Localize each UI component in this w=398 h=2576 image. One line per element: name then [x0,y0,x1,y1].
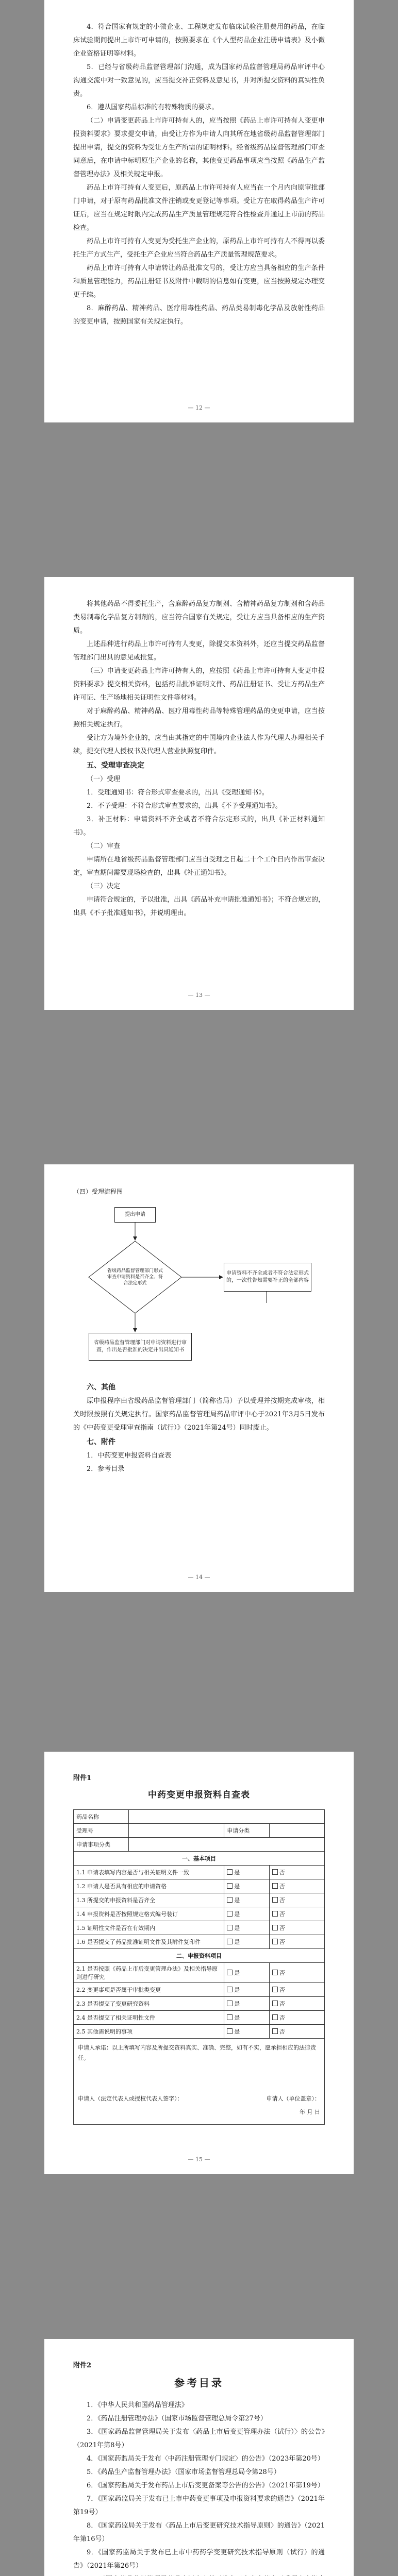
attachment-label: 附件1 [73,1774,92,1782]
references-title: 参考目录 [174,2377,224,2389]
table-row [74,1866,325,1879]
table-row [74,1810,325,1824]
list-item: 5．《药品生产监督管理办法》（国家市场监督管理总局令第28号） [87,2468,280,2476]
subheading: （二）审查 [87,842,121,850]
signature-label-left: 申请人（法定代表人或授权代表人签字）： [78,2095,183,2102]
checkbox[interactable] [272,1897,278,1903]
no-option[interactable] [269,1866,324,1879]
list-item: 6．《国家药监局关于发布药品上市后变更备案等公告的公告》（2021年第19号） [87,2482,324,2489]
table-row [74,2025,325,2039]
checklist-item: 1.3 所提交的申报资料是否齐全 [74,1893,224,1907]
no-label: 否 [279,1925,285,1931]
signature-label-right: 申请人（单位盖章）： [266,2095,320,2102]
table-cell: 申请事项分类 [74,1838,129,1852]
table-row [74,1963,325,1983]
no-option[interactable] [269,1997,324,2011]
paragraph: 药品上市许可持有人变更后，原药品上市许可持有人应当在一个月内向原审批部门申请，对于原有药品批准文件注销或变更登记等事项。受让方在取得药品生产许可证后，应当在规定时限内完成药品生产质量管理规范符合性检查并通过上市前的药品检查。 [73,184,325,232]
yes-label: 是 [234,1883,240,1890]
paragraph: 原申报程序由省级药品监督管理部门（简称省局）予以受理并按期完成审核，相关时限按照有关规定执行。国家药品监督管理局药品审评中心于2021年3月5日发布的《中药变更受理审查指南（试行）》（2021年第24号）同时废止。 [73,1397,325,1432]
document-page-2 [44,577,354,1010]
page-number: — 14 — [188,1574,210,1581]
table-row [74,1879,325,1893]
no-option[interactable] [269,1963,324,1983]
table-cell[interactable] [129,1838,325,1852]
checkbox[interactable] [272,2001,278,2006]
yes-option[interactable] [224,2011,270,2025]
yes-label: 是 [234,1970,240,1976]
flow-decision: 省级药品监督管理部门形式审查申请资料是否齐全、符合法定形式 [107,1268,163,1286]
table-row [74,1921,325,1935]
no-label: 否 [279,1897,285,1904]
list-item [73,2573,325,2576]
list-item: 3．《国家药品监督管理局关于发布〈药品上市后变更管理办法（试行）〉的公告》（2021年第8号） [73,2428,325,2449]
table-row [74,1935,325,1949]
paragraph: 对于麻醉药品、精神药品、医疗用毒性药品等特殊管理药品的变更申请，应当按照相关规定执行。 [73,707,325,728]
table-row [74,2039,325,2125]
yes-option[interactable] [224,1983,270,1997]
table-row [74,1997,325,2011]
checkbox[interactable] [272,1987,278,1992]
checkbox[interactable] [272,1869,278,1875]
checkbox[interactable] [227,1987,233,1992]
page1-body [73,21,325,329]
no-option[interactable] [269,2025,324,2039]
yes-label: 是 [234,2028,240,2035]
reference-list [73,2399,325,2576]
checklist-item: 1.5 证明性文件是否在有效期内 [74,1921,224,1935]
attachment-item: 1．中药变更申报资料自查表 [87,1452,172,1460]
list-item: 2．不予受理：不符合形式审查要求的，出具《不予受理通知书》。 [87,802,282,810]
list-item: 8．《国家药监局关于发布〈药品上市后变更研究技术指导原则〉的通告》（2021年第16号） [73,2522,325,2543]
list-item: 7．《国家药监局关于发布已上市中药变更事项及申报资料要求的通告》（2021年第19号） [73,2495,325,2516]
no-label: 否 [279,2014,285,2021]
list-item: 申请所在地省级药品监督管理部门应当自受理之日起二十个工作日内作出审查决定，审查期间需要现场检查的，出具《补正通知书》。 [73,856,325,877]
table-row [74,1852,325,1866]
signature-row [78,2094,320,2103]
yes-option[interactable] [224,2025,270,2039]
yes-label: 是 [234,1939,240,1945]
table-cell[interactable] [129,1824,224,1838]
yes-option[interactable] [224,1963,270,1983]
no-label: 否 [279,1939,285,1945]
signature-date: 年 月 日 [300,2109,320,2115]
table-cell: 申请分类 [224,1824,270,1838]
checklist-item: 1.6 是否提交了药品批准证明文件及其附件复印件 [74,1935,224,1949]
checkbox[interactable] [272,1883,278,1889]
table-row [74,1949,325,1963]
section-title: 六、其他 [87,1383,115,1392]
checkbox[interactable] [227,1970,233,1975]
yes-label: 是 [234,1869,240,1876]
list-item: 3．补正材料：申请资料不齐全或者不符合法定形式的，出具《补正材料通知书》。 [73,816,325,837]
no-option[interactable] [269,1879,324,1893]
checklist-item: 1.2 申请人是否具有相应的申请资格 [74,1879,224,1893]
document-page-4 [44,1752,354,2174]
document-page-3 [44,1164,354,1592]
paragraph: 8．麻醉药品、精神药品、医疗用毒性药品、药品类易制毒化学品及放射性药品的变更申请，按照国家有关规定执行。 [73,304,325,326]
paragraph: 将其他药品不得委托生产，含麻醉药品复方制剂、含精神药品复方制剂和含药品类易制毒化学品复方制剂的，应当符合国家有关规定，受让方应当具备相应的生产资质。 [73,600,325,635]
yes-option[interactable] [224,1893,270,1907]
yes-option[interactable] [224,1935,270,1949]
paragraph: 4．符合国家有规定的小微企业、工程规定发布临床试验注册费用的药品，在临床试验期间提出上市许可申请的，按照要求在《个人型药品企业注册申请表》及小微企业资格证明等材料。 [73,23,325,58]
checkbox[interactable] [272,1911,278,1917]
checkbox[interactable] [227,1925,233,1930]
yes-option[interactable] [224,1879,270,1893]
page-number: — 12 — [188,404,210,411]
section-header: 一、基本项目 [74,1852,325,1866]
document-page-1 [44,0,354,422]
yes-label: 是 [234,1911,240,1918]
no-label: 否 [279,1869,285,1876]
yes-label: 是 [234,2014,240,2021]
yes-label: 是 [234,1897,240,1904]
list-item: 2．《药品注册管理办法》（国家市场监督管理总局令第27号） [87,2415,267,2422]
checkbox[interactable] [227,2028,233,2034]
table-row [74,1824,325,1838]
no-option[interactable] [269,1935,324,1949]
no-label: 否 [279,1883,285,1890]
checklist-item: 2.3 是否提交了变更研究资料 [74,1997,224,2011]
list-item: 9．《国家药监局关于发布已上市中药药学变更研究技术指导原则（试行）的通告》（2021年第26号） [73,2549,325,2570]
paragraph: 5．已经与省级药品监督管理部门沟通，成为国家药品监督管理局药品审评中心沟通交流中对一致意见的，应当提交补正资料及意见书，并对所提交资料的真实性负责。 [73,63,325,98]
table-cell: 药品名称 [74,1810,129,1824]
checkbox[interactable] [272,1925,278,1930]
checkbox[interactable] [272,2014,278,2020]
checkbox[interactable] [227,1939,233,1944]
yes-option[interactable] [224,1997,270,2011]
no-label: 否 [279,1970,285,1976]
checklist-item: 1.1 申请表填写内容是否与相关证明文件一致 [74,1866,224,1879]
no-option[interactable] [269,1907,324,1921]
no-label: 否 [279,1911,285,1918]
table-row [74,1838,325,1852]
checklist-item: 2.5 其他需说明的事项 [74,2025,224,2039]
subheading: （一）受理 [87,775,121,783]
checklist-item: 2.4 是否提交了相关证明性文件 [74,2011,224,2025]
flowchart-title: （四）受理流程图 [73,1188,123,1195]
yes-label: 是 [234,1987,240,1993]
table-row [74,1983,325,1997]
section-title: 五、受理审查决定 [87,761,144,770]
no-label: 否 [279,2001,285,2007]
paragraph: 药品上市许可持有人变更为受托生产企业的，原药品上市许可持有人不得再以委托生产方式生产，受托生产企业应当符合药品生产质量管理规范要求。 [73,238,325,259]
section-header: 二、申报资料项目 [74,1949,325,1963]
checklist-item: 2.2 变更事项是否属于审批类变更 [74,1983,224,1997]
no-label: 否 [279,2028,285,2035]
page-number: — 13 — [188,992,210,998]
flowchart [73,1200,325,1375]
checkbox[interactable] [227,1869,233,1875]
checklist-item: 2.1 是否按照《药品上市后变更管理办法》及相关指导原则进行研究 [74,1963,224,1983]
section-title: 七、附件 [87,1438,115,1446]
attachment-label: 附件2 [73,2362,92,2369]
yes-option[interactable] [224,1866,270,1879]
declaration-text: 申请人承诺：以上所填写内容及所提交资料真实、准确、完整，如有不实，愿承担相应的法律责任。 [78,2044,316,2061]
checkbox[interactable] [227,1911,233,1917]
attachment-item: 2．参考目录 [87,1465,125,1473]
no-option[interactable] [269,1893,324,1907]
table-row [74,1893,325,1907]
table-row [74,1907,325,1921]
list-item: 1．《中华人民共和国药品管理法》 [87,2401,188,2409]
no-label: 否 [279,1987,285,1993]
paragraph: （二）申请变更药品上市许可持有人的，应当按照《药品上市许可持有人变更申报资料要求》要求提交申请，由受让方作为申请人向其所在地省级药品监督管理部门提出申请，提交的资料为受让方生产所需的证明材料。经省级药品监督管理部门审查同意后，在申请中标明原生产企业的名称，其他变更药品事项应当按照《药品生产监督管理办法》及相关规定申报。 [73,117,325,178]
checklist-table [73,1809,325,2125]
list-item: 4．《国家药监局关于发布〈中药注册管理专门规定〉的公告》（2023年第20号） [87,2455,324,2463]
paragraph: 6．遵从国家药品标准的有特殊物质的要求。 [87,104,219,111]
paragraph: 药品上市许可持有人申请转让药品批准文号的，受让方应当具备相应的生产条件和质量管理能力，药品注册证书及附件中载明的信息如有变更，应当按照规定办理变更手续。 [73,264,325,299]
yes-label: 是 [234,2001,240,2007]
checkbox[interactable] [227,2001,233,2006]
checklist-item: 1.4 申报资料是否按照规定格式编号装订 [74,1907,224,1921]
flow-accept: 省级药品监督管理部门对申请资料进行审查，作出是否批准的决定并出具通知书 [89,1333,192,1361]
checkbox[interactable] [227,1883,233,1889]
no-option[interactable] [269,2011,324,2025]
checkbox[interactable] [227,2014,233,2020]
subheading: （三）决定 [87,883,121,890]
checkbox[interactable] [227,1897,233,1903]
table-cell[interactable] [129,1810,325,1824]
document-page-5 [44,2339,354,2576]
table-row [74,2011,325,2025]
paragraph: 受让方为境外企业的，应当由其指定的中国境内企业法人作为代理人办理相关手续，提交代理人授权书及代理人营业执照复印件。 [73,734,325,755]
list-item: 申请符合规定的，予以批准，出具《药品补充申请批准通知书》；不符合规定的，出具《不予批准通知书》，并说明理由。 [73,896,325,917]
yes-option[interactable] [224,1921,270,1935]
page-number: — 15 — [188,2156,210,2163]
paragraph: 上述品种进行药品上市许可持有人变更，除提交本资料外，还应当提交药品监督管理部门出具的意见或批复。 [73,640,325,662]
no-option[interactable] [269,1983,324,1997]
form-title: 中药变更申报资料自查表 [148,1790,250,1800]
list-item: 1．受理通知书：符合形式审查要求的，出具《受理通知书》。 [87,789,269,796]
table-cell[interactable] [269,1824,324,1838]
checkbox[interactable] [272,1970,278,1975]
checkbox[interactable] [272,1939,278,1944]
flow-reject: 申请资料不齐全或者不符合法定形式的，一次性告知需要补正的全部内容 [224,1263,311,1292]
declaration-cell [74,2039,325,2125]
flow-start: 提出申请 [114,1207,156,1223]
yes-label: 是 [234,1925,240,1931]
paragraph: （三）申请变更药品上市许可持有人的，应按照《药品上市许可持有人变更申报资料要求》提交相关资料，包括药品批准证明文件、药品注册证书、受让方药品生产许可证、生产场地相关证明性文件等材料。 [73,667,325,702]
table-cell: 受理号 [74,1824,129,1838]
checkbox[interactable] [272,2028,278,2034]
no-option[interactable] [269,1921,324,1935]
yes-option[interactable] [224,1907,270,1921]
